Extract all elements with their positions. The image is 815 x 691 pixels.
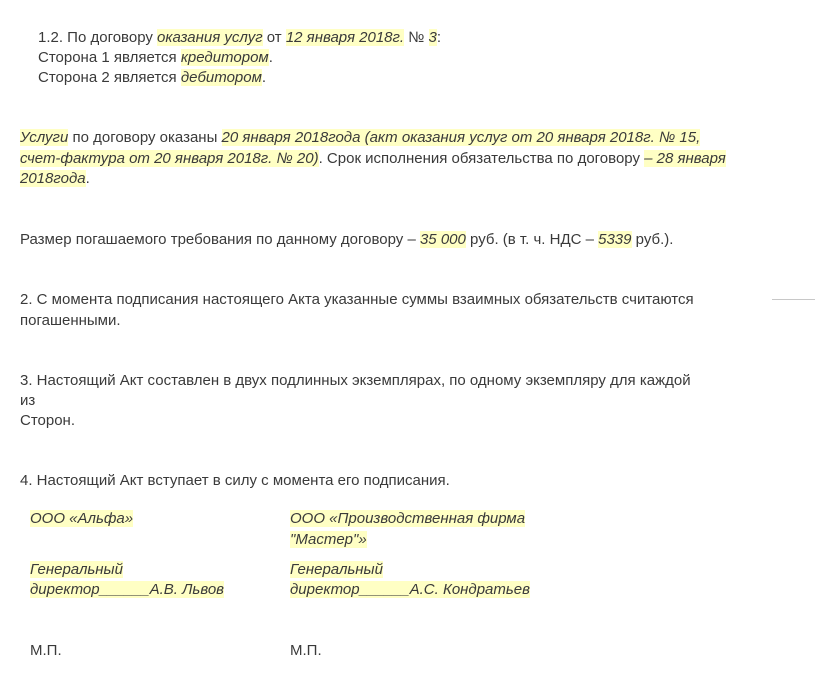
party-right-name-text-1: ООО «Производственная фирма	[290, 510, 526, 527]
party-left-signature-text: директор______А.В. Львов	[30, 581, 224, 598]
text: .	[85, 170, 90, 187]
services-line-1	[20, 128, 700, 148]
clause-2-line-1: 2. С момента подписания настоящего Акта указанные суммы взаимных обязательств считаются	[20, 291, 694, 308]
party-left-title-text: Генеральный	[30, 561, 123, 578]
services-line-3	[20, 169, 90, 189]
clause-3-line-3: Сторон.	[20, 412, 76, 429]
divider-rule	[772, 299, 815, 300]
text: Сторона 2 является	[38, 69, 181, 86]
clause-1-2-line-1	[38, 28, 441, 48]
text: 1.2. По договору	[38, 29, 158, 46]
amount-value: 35 000	[419, 231, 466, 248]
clause-4: 4. Настоящий Акт вступает в силу с момента его подписания.	[20, 472, 450, 489]
due-year: 2018года	[20, 170, 86, 187]
party-left-stamp: М.П.	[30, 642, 62, 659]
party-right-name-line-2	[290, 530, 367, 550]
party-right-signature-text: директор______А.С. Кондратьев	[290, 581, 530, 598]
due-date: – 28 января	[644, 150, 726, 167]
text: руб.).	[631, 231, 674, 248]
text: . Срок исполнения обязательства по договору	[318, 150, 645, 167]
clause-1-2-line-3	[38, 68, 266, 88]
contract-number: 3	[428, 29, 437, 46]
text: руб. (в т. ч. НДС –	[465, 231, 599, 248]
text: .	[268, 49, 273, 66]
clause-3-line-2: из	[20, 392, 36, 409]
text: Размер погашаемого требования по данному договору –	[20, 231, 420, 248]
party-right-signature	[290, 580, 530, 600]
vat-value: 5339	[598, 231, 632, 248]
party-right-name-text-2: "Мастер"»	[290, 531, 367, 548]
text: Сторона 1 является	[38, 49, 181, 66]
party-right-name-line-1	[290, 509, 525, 529]
clause-3-line-1: 3. Настоящий Акт составлен в двух подлинных экземплярах, по одному экземпляру для каждой	[20, 372, 691, 389]
invoice-ref: счет-фактура от 20 января 2018г. № 20)	[20, 150, 319, 167]
party-1-role: кредитором	[180, 49, 269, 66]
text: :	[436, 29, 442, 46]
clause-1-2-line-2	[38, 48, 273, 68]
clause-2-line-2: погашенными.	[20, 312, 121, 329]
party-right-stamp: М.П.	[290, 642, 322, 659]
services-line-2	[20, 149, 726, 169]
services-date-act: 20 января 2018года (акт оказания услуг от 20 января 2018г. № 15,	[221, 129, 701, 146]
text: по договору оказаны	[68, 129, 222, 146]
party-left-signature	[30, 580, 224, 600]
party-left-name-text: ООО «Альфа»	[30, 510, 134, 527]
party-left-name	[30, 509, 133, 529]
party-right-title	[290, 560, 383, 580]
text: от	[262, 29, 286, 46]
party-right-title-text: Генеральный	[290, 561, 383, 578]
party-left-title	[30, 560, 123, 580]
amount-line	[20, 230, 673, 250]
contract-type: оказания услуг	[157, 29, 263, 46]
party-2-role: дебитором	[180, 69, 262, 86]
services-label: Услуги	[20, 129, 69, 146]
text: .	[261, 69, 267, 86]
text: №	[404, 29, 429, 46]
contract-date: 12 января 2018г.	[285, 29, 405, 46]
